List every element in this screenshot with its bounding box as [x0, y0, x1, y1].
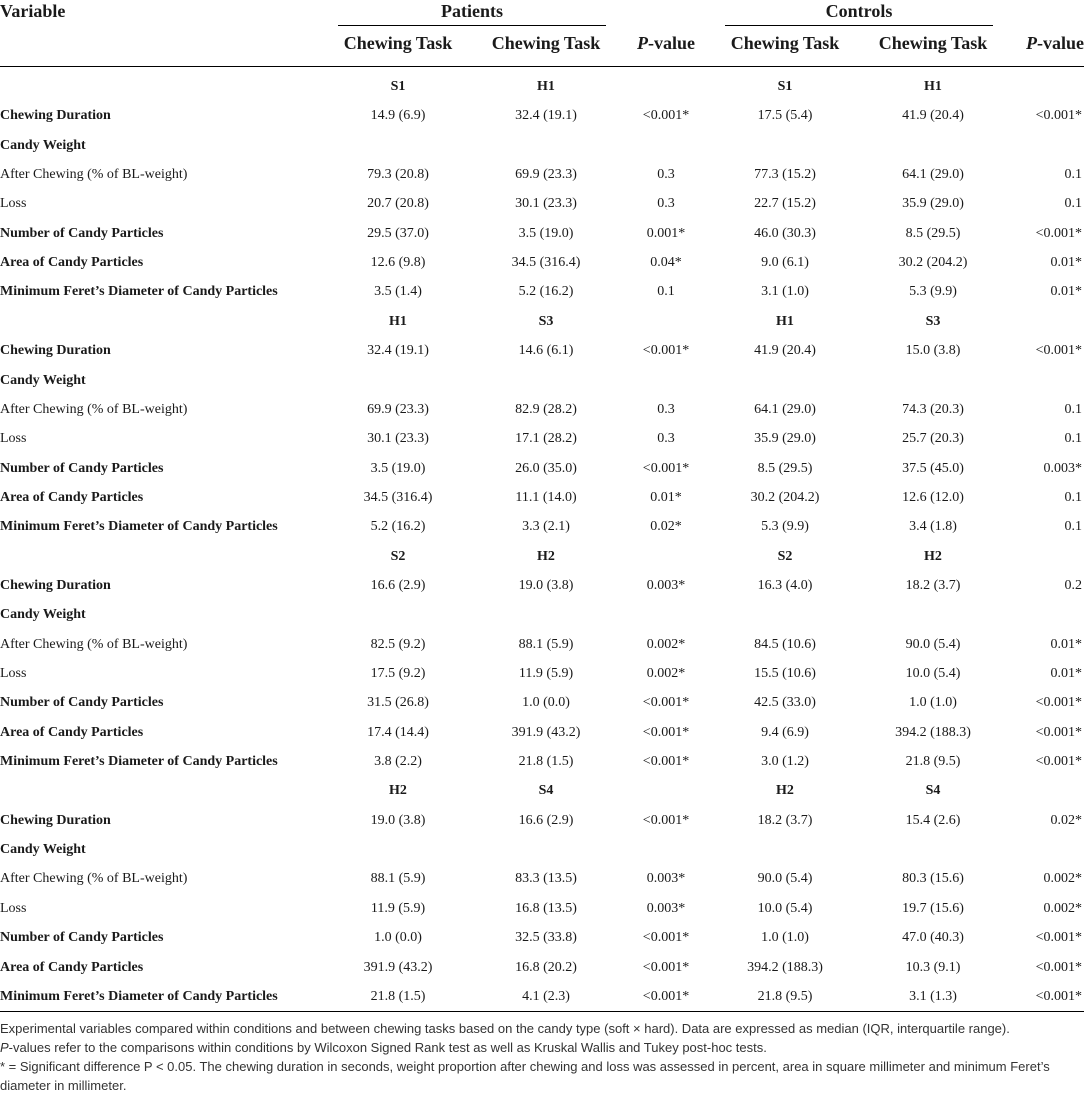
- p-value-cell: <0.001*: [642, 695, 690, 711]
- median-iqr-cell: 16.6 (2.9): [370, 577, 426, 593]
- p-value-cell: 0.01*: [1050, 636, 1082, 652]
- median-iqr-cell: 19.0 (3.8): [518, 577, 574, 593]
- median-iqr-cell: 34.5 (316.4): [363, 489, 433, 505]
- table-row: [0, 277, 1084, 306]
- p-value-cell: [621, 835, 711, 864]
- table-row: [0, 923, 1084, 952]
- p-value-cell: 0.04*: [650, 255, 682, 271]
- median-iqr-cell: 11.9 (5.9): [518, 666, 574, 681]
- median-iqr-cell: 3.5 (19.0): [518, 225, 574, 241]
- p-value-cell: [621, 131, 711, 160]
- p-value-cell: [1010, 835, 1082, 864]
- p-value-cell: 0.01*: [1050, 255, 1082, 271]
- row-label: Number of Candy Particles: [0, 695, 164, 711]
- median-iqr-cell: [725, 131, 845, 160]
- footnote-line-3: * = Significant difference P < 0.05. The chewing duration in seconds, weight proportion after chewing and loss was assessed in percent, area in square millimeter and minimum Feret’s diameter in millimeter.: [0, 1059, 1050, 1093]
- row-label: Number of Candy Particles: [0, 225, 164, 241]
- median-iqr-cell: 11.1 (14.0): [515, 489, 577, 505]
- median-iqr-cell: [338, 366, 458, 395]
- bottom-rule: [0, 1011, 1084, 1012]
- median-iqr-cell: 10.3 (9.1): [905, 959, 961, 975]
- p-value-cell: <0.001*: [1035, 754, 1082, 770]
- median-iqr-cell: 41.9 (20.4): [754, 343, 816, 359]
- median-iqr-cell: 12.6 (12.0): [902, 489, 964, 505]
- median-iqr-cell: 84.5 (10.6): [754, 636, 816, 652]
- median-iqr-cell: 64.1 (29.0): [754, 401, 816, 417]
- median-iqr-cell: 88.1 (5.9): [370, 871, 426, 887]
- median-iqr-cell: 30.1 (23.3): [515, 196, 577, 212]
- median-iqr-cell: 4.1 (2.3): [522, 988, 570, 1004]
- header-chewing-task-4: Chewing Task: [878, 33, 988, 53]
- row-label: Chewing Duration: [0, 812, 111, 828]
- median-iqr-cell: 80.3 (15.6): [902, 871, 964, 887]
- table-row: [0, 160, 1084, 189]
- median-iqr-cell: 35.9 (29.0): [754, 431, 816, 447]
- row-label: After Chewing (% of BL-weight): [0, 636, 188, 652]
- table-row: [0, 248, 1084, 277]
- table-row: [0, 131, 1084, 160]
- median-iqr-cell: [725, 835, 845, 864]
- condition-label: S3: [538, 313, 554, 329]
- median-iqr-cell: 83.3 (13.5): [515, 871, 577, 887]
- p-value-cell: 0.01*: [1050, 666, 1082, 681]
- median-iqr-cell: 21.8 (1.5): [370, 988, 426, 1004]
- table-row: [0, 659, 1084, 688]
- median-iqr-cell: 74.3 (20.3): [902, 401, 964, 417]
- median-iqr-cell: 30.1 (23.3): [367, 431, 429, 447]
- table-row: [0, 806, 1084, 835]
- p-value-cell: <0.001*: [642, 343, 690, 359]
- condition-label: S3: [925, 313, 941, 329]
- table-row: [0, 982, 1084, 1011]
- p-value-cell: 0.3: [657, 167, 675, 183]
- median-iqr-cell: 25.7 (20.3): [902, 431, 964, 447]
- block-label-row: [0, 542, 1084, 571]
- p-value-cell: 0.002*: [646, 666, 686, 681]
- condition-label: S1: [777, 79, 793, 94]
- p-value-cell: <0.001*: [1035, 695, 1082, 711]
- block-label-row: [0, 307, 1084, 336]
- condition-label: H2: [776, 783, 794, 799]
- row-label: Area of Candy Particles: [0, 724, 144, 740]
- condition-label: H2: [537, 548, 555, 564]
- table-row: [0, 688, 1084, 717]
- condition-label: H1: [924, 79, 942, 94]
- row-label: Minimum Feret’s Diameter of Candy Particles: [0, 284, 278, 300]
- median-iqr-cell: 21.8 (9.5): [905, 754, 961, 770]
- median-iqr-cell: 32.5 (33.8): [515, 930, 577, 946]
- median-iqr-cell: 82.5 (9.2): [370, 636, 426, 652]
- median-iqr-cell: 69.9 (23.3): [367, 401, 429, 417]
- p-value-cell: 0.1: [1064, 196, 1082, 212]
- median-iqr-cell: 391.9 (43.2): [363, 959, 433, 975]
- row-label: Candy Weight: [0, 842, 86, 858]
- median-iqr-cell: 1.0 (0.0): [522, 695, 570, 711]
- row-label: Chewing Duration: [0, 108, 111, 124]
- row-label: Candy Weight: [0, 372, 86, 388]
- p-value-cell: 0.1: [1064, 167, 1082, 183]
- table-row: [0, 953, 1084, 982]
- p-value-cell: <0.001*: [1035, 959, 1082, 975]
- median-iqr-cell: [486, 131, 606, 160]
- p-value-cell: 0.002*: [646, 636, 686, 652]
- condition-label: H2: [924, 548, 942, 564]
- footnote-line-1: Experimental variables compared within conditions and between chewing tasks based on the candy type (soft × hard). Data are expressed as median (IQR, interquartile range).: [0, 1021, 1010, 1036]
- median-iqr-cell: [873, 835, 993, 864]
- p-value-cell: 0.003*: [646, 871, 686, 887]
- header-rule: [0, 66, 1084, 67]
- median-iqr-cell: [725, 366, 845, 395]
- table-row: [0, 189, 1084, 218]
- median-iqr-cell: 14.6 (6.1): [518, 343, 574, 359]
- median-iqr-cell: 16.8 (20.2): [515, 959, 577, 975]
- median-iqr-cell: 79.3 (20.8): [367, 167, 429, 183]
- header-patients: Patients: [441, 1, 503, 21]
- header-chewing-task-2: Chewing Task: [491, 33, 601, 53]
- median-iqr-cell: 3.8 (2.2): [374, 754, 422, 770]
- p-value-cell: <0.001*: [642, 959, 690, 975]
- p-value-cell: 0.002*: [1043, 871, 1082, 887]
- p-value-cell: 0.01*: [1050, 284, 1082, 300]
- table-row: [0, 101, 1084, 130]
- p-value-cell: 0.1: [1064, 431, 1082, 447]
- median-iqr-cell: 9.4 (6.9): [761, 724, 809, 740]
- p-value-cell: 0.001*: [646, 225, 686, 241]
- row-label: Area of Candy Particles: [0, 489, 144, 505]
- p-value-cell: 0.3: [657, 196, 675, 212]
- p-value-cell: <0.001*: [1035, 930, 1082, 946]
- median-iqr-cell: 82.9 (28.2): [515, 401, 577, 417]
- median-iqr-cell: [338, 131, 458, 160]
- header-p-value-patients: P-value: [637, 33, 695, 53]
- median-iqr-cell: 15.4 (2.6): [905, 812, 961, 828]
- p-value-cell: 0.002*: [1043, 900, 1082, 916]
- median-iqr-cell: 18.2 (3.7): [757, 812, 813, 828]
- median-iqr-cell: [486, 600, 606, 629]
- p-value-cell: [1010, 131, 1082, 160]
- median-iqr-cell: 3.0 (1.2): [761, 754, 809, 770]
- median-iqr-cell: 16.8 (13.5): [515, 900, 577, 916]
- median-iqr-cell: 14.9 (6.9): [370, 108, 426, 124]
- row-label: Loss: [0, 666, 27, 681]
- condition-label: H1: [537, 79, 555, 94]
- median-iqr-cell: 90.0 (5.4): [757, 871, 813, 887]
- median-iqr-cell: 10.0 (5.4): [905, 666, 961, 681]
- median-iqr-cell: [486, 366, 606, 395]
- median-iqr-cell: 1.0 (0.0): [374, 930, 422, 946]
- block-label-row: [0, 776, 1084, 805]
- p-value-cell: 0.1: [1064, 519, 1082, 535]
- table-row: [0, 366, 1084, 395]
- header-p-value-controls: P-value: [1026, 33, 1084, 53]
- p-value-cell: 0.003*: [646, 577, 686, 593]
- p-value-cell: 0.02*: [650, 519, 682, 535]
- median-iqr-cell: [873, 366, 993, 395]
- row-label: Minimum Feret’s Diameter of Candy Particles: [0, 988, 278, 1004]
- median-iqr-cell: 3.5 (1.4): [374, 284, 422, 300]
- p-value-cell: <0.001*: [1035, 724, 1082, 740]
- median-iqr-cell: 42.5 (33.0): [754, 695, 816, 711]
- footnote-line-2: P-values refer to the comparisons within conditions by Wilcoxon Signed Rank test as well as Kruskal Wallis and Tukey post-hoc tests.: [0, 1040, 767, 1055]
- p-value-cell: <0.001*: [642, 724, 690, 740]
- median-iqr-cell: 1.0 (1.0): [909, 695, 957, 711]
- p-value-cell: [1010, 366, 1082, 395]
- median-iqr-cell: 9.0 (6.1): [761, 255, 809, 271]
- p-value-cell: 0.3: [657, 431, 675, 447]
- table-row: [0, 219, 1084, 248]
- median-iqr-cell: 5.3 (9.9): [909, 284, 957, 300]
- row-label: Chewing Duration: [0, 343, 111, 359]
- condition-label: S2: [390, 548, 406, 564]
- p-value-cell: <0.001*: [642, 754, 690, 770]
- median-iqr-cell: 32.4 (19.1): [515, 108, 577, 124]
- table-row: [0, 600, 1084, 629]
- p-value-cell: <0.001*: [642, 460, 690, 476]
- row-label: Area of Candy Particles: [0, 959, 144, 975]
- table-footnote: [0, 1019, 1084, 1095]
- median-iqr-cell: 17.5 (9.2): [370, 666, 426, 681]
- row-label: After Chewing (% of BL-weight): [0, 871, 188, 887]
- row-label: Minimum Feret’s Diameter of Candy Particles: [0, 519, 278, 535]
- median-iqr-cell: 26.0 (35.0): [515, 460, 577, 476]
- table-row: [0, 864, 1084, 893]
- median-iqr-cell: 46.0 (30.3): [754, 225, 816, 241]
- p-value-cell: 0.003*: [646, 900, 686, 916]
- block-label-row: [0, 72, 1084, 101]
- median-iqr-cell: 17.4 (14.4): [367, 724, 429, 740]
- median-iqr-cell: 37.5 (45.0): [902, 460, 964, 476]
- p-value-cell: 0.1: [1064, 401, 1082, 417]
- p-value-cell: [1010, 600, 1082, 629]
- median-iqr-cell: 22.7 (15.2): [754, 196, 816, 212]
- median-iqr-cell: 394.2 (188.3): [895, 724, 971, 740]
- median-iqr-cell: 35.9 (29.0): [902, 196, 964, 212]
- table-row: [0, 454, 1084, 483]
- row-label: After Chewing (% of BL-weight): [0, 167, 188, 183]
- table-row: [0, 718, 1084, 747]
- p-value-cell: 0.1: [1064, 489, 1082, 505]
- median-iqr-cell: 19.0 (3.8): [370, 812, 426, 828]
- table-row: [0, 747, 1084, 776]
- p-value-cell: 0.1: [657, 284, 675, 300]
- median-iqr-cell: 3.1 (1.3): [909, 988, 957, 1004]
- median-iqr-cell: 32.4 (19.1): [367, 343, 429, 359]
- median-iqr-cell: 21.8 (9.5): [757, 988, 813, 1004]
- median-iqr-cell: 20.7 (20.8): [367, 196, 429, 212]
- median-iqr-cell: 30.2 (204.2): [898, 255, 968, 271]
- median-iqr-cell: 15.0 (3.8): [905, 343, 961, 359]
- row-label: Loss: [0, 196, 27, 212]
- median-iqr-cell: 5.2 (16.2): [370, 519, 426, 535]
- median-iqr-cell: [873, 131, 993, 160]
- row-label: Minimum Feret’s Diameter of Candy Particles: [0, 754, 278, 770]
- p-value-cell: [621, 600, 711, 629]
- table-row: [0, 894, 1084, 923]
- controls-underline: [725, 25, 993, 26]
- median-iqr-cell: 394.2 (188.3): [747, 959, 823, 975]
- p-value-cell: 0.02*: [1050, 812, 1082, 828]
- median-iqr-cell: 10.0 (5.4): [757, 900, 813, 916]
- row-label: After Chewing (% of BL-weight): [0, 401, 188, 417]
- condition-label: S1: [390, 79, 406, 94]
- p-value-cell: <0.001*: [1035, 988, 1082, 1004]
- median-iqr-cell: 69.9 (23.3): [515, 167, 577, 183]
- median-iqr-cell: 29.5 (37.0): [367, 225, 429, 241]
- median-iqr-cell: 17.5 (5.4): [757, 108, 813, 124]
- median-iqr-cell: 31.5 (26.8): [367, 695, 429, 711]
- condition-label: H1: [389, 313, 407, 329]
- median-iqr-cell: 1.0 (1.0): [761, 930, 809, 946]
- median-iqr-cell: 18.2 (3.7): [905, 577, 961, 593]
- median-iqr-cell: [338, 600, 458, 629]
- condition-label: H1: [776, 313, 794, 329]
- median-iqr-cell: 5.2 (16.2): [518, 284, 574, 300]
- median-iqr-cell: 3.1 (1.0): [761, 284, 809, 300]
- table-row: [0, 395, 1084, 424]
- table-row: [0, 630, 1084, 659]
- table-row: [0, 424, 1084, 453]
- median-iqr-cell: [486, 835, 606, 864]
- median-iqr-cell: 3.5 (19.0): [370, 460, 426, 476]
- median-iqr-cell: 8.5 (29.5): [905, 225, 961, 241]
- p-value-cell: 0.003*: [1043, 460, 1082, 476]
- condition-label: H2: [389, 783, 407, 799]
- p-value-cell: 0.01*: [650, 489, 682, 505]
- median-iqr-cell: 12.6 (9.8): [370, 255, 426, 271]
- median-iqr-cell: 90.0 (5.4): [905, 636, 961, 652]
- median-iqr-cell: 8.5 (29.5): [757, 460, 813, 476]
- row-label: Number of Candy Particles: [0, 930, 164, 946]
- p-value-cell: [621, 366, 711, 395]
- p-value-cell: <0.001*: [642, 930, 690, 946]
- median-iqr-cell: 88.1 (5.9): [518, 636, 574, 652]
- p-value-cell: <0.001*: [1035, 343, 1082, 359]
- median-iqr-cell: 21.8 (1.5): [518, 754, 574, 770]
- median-iqr-cell: 16.3 (4.0): [757, 577, 813, 593]
- header-variable: Variable: [0, 1, 66, 21]
- patients-underline: [338, 25, 606, 26]
- median-iqr-cell: 41.9 (20.4): [902, 108, 964, 124]
- row-label: Chewing Duration: [0, 577, 111, 593]
- p-value-cell: <0.001*: [1035, 225, 1082, 241]
- condition-label: S2: [777, 548, 793, 564]
- median-iqr-cell: 64.1 (29.0): [902, 167, 964, 183]
- median-iqr-cell: 17.1 (28.2): [515, 431, 577, 447]
- median-iqr-cell: 16.6 (2.9): [518, 812, 574, 828]
- p-value-cell: 0.3: [657, 401, 675, 417]
- table-row: [0, 483, 1084, 512]
- median-iqr-cell: 47.0 (40.3): [902, 930, 964, 946]
- median-iqr-cell: 77.3 (15.2): [754, 167, 816, 183]
- row-label: Loss: [0, 431, 27, 447]
- median-iqr-cell: 5.3 (9.9): [761, 519, 809, 535]
- row-label: Candy Weight: [0, 137, 86, 153]
- median-iqr-cell: [338, 835, 458, 864]
- median-iqr-cell: 34.5 (316.4): [511, 255, 581, 271]
- table-row: [0, 835, 1084, 864]
- p-value-cell: <0.001*: [642, 988, 690, 1004]
- p-value-cell: <0.001*: [642, 812, 690, 828]
- median-iqr-cell: [725, 600, 845, 629]
- median-iqr-cell: 11.9 (5.9): [370, 900, 426, 916]
- condition-label: S4: [538, 783, 554, 799]
- p-value-cell: 0.2: [1064, 577, 1082, 593]
- median-iqr-cell: 30.2 (204.2): [750, 489, 820, 505]
- header-controls: Controls: [825, 1, 893, 21]
- row-label: Loss: [0, 900, 27, 916]
- row-label: Number of Candy Particles: [0, 460, 164, 476]
- header-chewing-task-1: Chewing Task: [343, 33, 453, 53]
- header-chewing-task-3: Chewing Task: [730, 33, 840, 53]
- p-value-cell: <0.001*: [642, 108, 690, 124]
- median-iqr-cell: [873, 600, 993, 629]
- median-iqr-cell: 3.3 (2.1): [522, 519, 570, 535]
- median-iqr-cell: 391.9 (43.2): [511, 724, 581, 740]
- median-iqr-cell: 3.4 (1.8): [909, 519, 957, 535]
- condition-label: S4: [925, 783, 941, 799]
- table-row: [0, 571, 1084, 600]
- median-iqr-cell: 15.5 (10.6): [754, 666, 816, 681]
- table-row: [0, 336, 1084, 365]
- table-row: [0, 512, 1084, 541]
- p-value-cell: <0.001*: [1035, 108, 1082, 124]
- row-label: Area of Candy Particles: [0, 255, 144, 271]
- median-iqr-cell: 19.7 (15.6): [902, 900, 964, 916]
- row-label: Candy Weight: [0, 607, 86, 623]
